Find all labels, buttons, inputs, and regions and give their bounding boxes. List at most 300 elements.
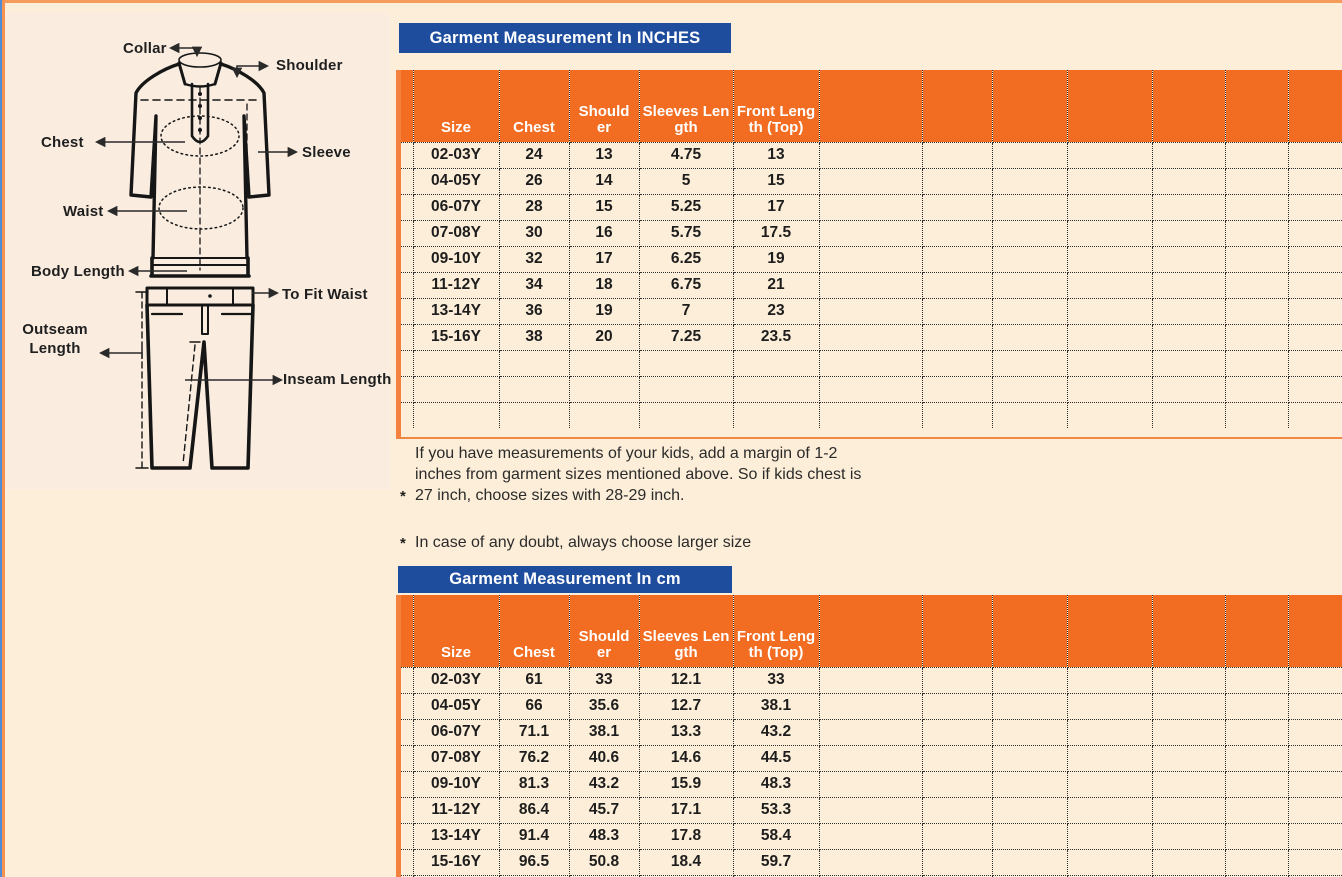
shoulder-label: Shoulder	[276, 57, 343, 74]
data-cell: 02-03Y	[413, 142, 499, 168]
inches-table-container	[396, 70, 1342, 439]
empty-cell	[1152, 350, 1225, 376]
to-fit-waist-label: To Fit Waist	[282, 286, 368, 303]
empty-cell	[1152, 771, 1225, 797]
empty-cell	[1067, 745, 1152, 771]
empty-cell	[922, 719, 992, 745]
header-cell: Shoulder	[569, 70, 639, 142]
data-cell: 32	[499, 246, 569, 272]
empty-cell	[922, 667, 992, 693]
empty-cell	[1152, 194, 1225, 220]
outseam-length-label: Outseam Length	[22, 321, 88, 357]
empty-cell	[1225, 142, 1288, 168]
empty-cell	[819, 272, 922, 298]
empty-header-cell	[992, 70, 1067, 142]
empty-cell	[1288, 246, 1342, 272]
empty-cell	[569, 402, 639, 428]
empty-cell	[639, 376, 733, 402]
empty-header-cell	[1152, 595, 1225, 667]
inches-measurement-table	[401, 70, 1342, 428]
empty-cell	[1288, 376, 1342, 402]
data-cell: 09-10Y	[413, 246, 499, 272]
data-cell: 5.75	[639, 220, 733, 246]
data-cell: 30	[499, 220, 569, 246]
cm-table-container	[396, 595, 1342, 877]
table-row	[401, 246, 1342, 272]
data-cell: 43.2	[569, 771, 639, 797]
data-cell: 13-14Y	[413, 298, 499, 324]
empty-cell	[401, 168, 413, 194]
data-cell: 12.7	[639, 693, 733, 719]
note-size-margin	[398, 443, 870, 506]
empty-cell	[819, 220, 922, 246]
empty-cell	[922, 272, 992, 298]
empty-cell	[401, 298, 413, 324]
empty-cell	[1288, 350, 1342, 376]
inseam-length-label: Inseam Length	[283, 371, 392, 388]
empty-cell	[1152, 797, 1225, 823]
header-cell: Front Length (Top)	[733, 595, 819, 667]
inches-table-title	[399, 23, 731, 53]
table-row	[401, 667, 1342, 693]
empty-cell	[992, 272, 1067, 298]
empty-header-cell	[1225, 70, 1288, 142]
data-cell: 18	[569, 272, 639, 298]
data-cell: 04-05Y	[413, 168, 499, 194]
empty-cell	[819, 719, 922, 745]
empty-cell	[1152, 745, 1225, 771]
data-cell: 53.3	[733, 797, 819, 823]
empty-cell	[992, 142, 1067, 168]
empty-header-cell	[401, 595, 413, 667]
empty-cell	[819, 771, 922, 797]
empty-cell	[401, 667, 413, 693]
data-cell: 16	[569, 220, 639, 246]
header-cell: Chest	[499, 595, 569, 667]
empty-cell	[992, 771, 1067, 797]
empty-cell	[992, 324, 1067, 350]
empty-cell	[1288, 771, 1342, 797]
data-cell: 5.25	[639, 194, 733, 220]
data-cell: 66	[499, 693, 569, 719]
empty-cell	[1225, 823, 1288, 849]
empty-cell	[819, 797, 922, 823]
data-cell: 6.75	[639, 272, 733, 298]
empty-cell	[733, 402, 819, 428]
data-cell: 86.4	[499, 797, 569, 823]
empty-cell	[1067, 194, 1152, 220]
data-cell: 35.6	[569, 693, 639, 719]
empty-cell	[819, 693, 922, 719]
header-cell: Chest	[499, 70, 569, 142]
empty-cell	[1152, 142, 1225, 168]
empty-header-cell	[819, 595, 922, 667]
cm-table-title	[398, 566, 732, 593]
empty-cell	[1067, 272, 1152, 298]
empty-cell	[1225, 220, 1288, 246]
empty-cell	[819, 849, 922, 875]
empty-cell	[1225, 272, 1288, 298]
empty-cell	[819, 376, 922, 402]
data-cell: 09-10Y	[413, 771, 499, 797]
empty-cell	[1225, 667, 1288, 693]
body-length-label: Body Length	[31, 263, 125, 280]
data-cell: 06-07Y	[413, 194, 499, 220]
data-cell: 28	[499, 194, 569, 220]
data-cell: 17.1	[639, 797, 733, 823]
empty-cell	[1225, 719, 1288, 745]
table-row	[401, 194, 1342, 220]
data-cell: 38.1	[569, 719, 639, 745]
data-cell: 07-08Y	[413, 220, 499, 246]
data-cell: 12.1	[639, 667, 733, 693]
data-cell: 6.25	[639, 246, 733, 272]
empty-cell	[499, 376, 569, 402]
empty-cell	[1152, 168, 1225, 194]
empty-cell	[1152, 667, 1225, 693]
empty-cell	[733, 350, 819, 376]
empty-cell	[992, 719, 1067, 745]
empty-cell	[401, 194, 413, 220]
empty-cell	[401, 719, 413, 745]
empty-cell	[1225, 246, 1288, 272]
data-cell: 34	[499, 272, 569, 298]
empty-cell	[992, 797, 1067, 823]
empty-cell	[569, 350, 639, 376]
table-row	[401, 823, 1342, 849]
table-row	[401, 324, 1342, 350]
empty-cell	[401, 272, 413, 298]
empty-header-cell	[401, 70, 413, 142]
empty-cell	[401, 324, 413, 350]
empty-cell	[992, 246, 1067, 272]
empty-cell	[922, 693, 992, 719]
empty-cell	[1152, 220, 1225, 246]
empty-cell	[819, 350, 922, 376]
header-cell: Size	[413, 70, 499, 142]
empty-header-cell	[922, 595, 992, 667]
table-row	[401, 220, 1342, 246]
empty-cell	[499, 402, 569, 428]
empty-cell	[922, 745, 992, 771]
cm-title-text: Garment Measurement In cm	[449, 570, 681, 588]
empty-cell	[922, 823, 992, 849]
empty-cell	[1067, 693, 1152, 719]
table-row	[401, 298, 1342, 324]
data-cell: 59.7	[733, 849, 819, 875]
table-row	[401, 142, 1342, 168]
data-cell: 15.9	[639, 771, 733, 797]
data-cell: 19	[569, 298, 639, 324]
empty-cell	[922, 246, 992, 272]
data-cell: 48.3	[733, 771, 819, 797]
data-cell: 13-14Y	[413, 823, 499, 849]
empty-cell	[1067, 823, 1152, 849]
data-cell: 76.2	[499, 745, 569, 771]
empty-cell	[819, 142, 922, 168]
empty-cell	[1288, 667, 1342, 693]
empty-cell	[992, 667, 1067, 693]
data-cell: 15-16Y	[413, 849, 499, 875]
data-cell: 4.75	[639, 142, 733, 168]
empty-cell	[413, 402, 499, 428]
data-cell: 48.3	[569, 823, 639, 849]
empty-cell	[922, 849, 992, 875]
empty-cell	[1152, 324, 1225, 350]
empty-cell	[1225, 771, 1288, 797]
empty-cell	[1152, 376, 1225, 402]
empty-cell	[922, 220, 992, 246]
empty-cell	[639, 402, 733, 428]
empty-cell	[819, 324, 922, 350]
empty-header-cell	[1152, 70, 1225, 142]
kurta-outline	[131, 53, 269, 276]
data-cell: 13	[569, 142, 639, 168]
empty-cell	[1152, 272, 1225, 298]
empty-cell	[639, 350, 733, 376]
data-cell: 45.7	[569, 797, 639, 823]
data-cell: 07-08Y	[413, 745, 499, 771]
data-cell: 11-12Y	[413, 797, 499, 823]
empty-cell	[1152, 719, 1225, 745]
data-cell: 43.2	[733, 719, 819, 745]
empty-cell	[922, 350, 992, 376]
empty-cell	[1152, 298, 1225, 324]
cm-measurement-table	[401, 595, 1342, 877]
empty-cell	[1067, 797, 1152, 823]
data-cell: 14	[569, 168, 639, 194]
empty-cell	[1288, 745, 1342, 771]
empty-cell	[401, 797, 413, 823]
empty-cell	[992, 745, 1067, 771]
data-cell: 71.1	[499, 719, 569, 745]
empty-cell	[1225, 298, 1288, 324]
note-choose-larger	[398, 532, 870, 553]
data-cell: 26	[499, 168, 569, 194]
empty-cell	[1152, 823, 1225, 849]
data-cell: 38.1	[733, 693, 819, 719]
empty-cell	[922, 298, 992, 324]
empty-cell	[992, 402, 1067, 428]
left-edge-orange-line	[2, 0, 5, 877]
data-cell: 17.8	[639, 823, 733, 849]
empty-header-cell	[992, 595, 1067, 667]
empty-cell	[1288, 142, 1342, 168]
empty-cell	[1152, 402, 1225, 428]
empty-cell	[1152, 246, 1225, 272]
empty-cell	[401, 350, 413, 376]
empty-cell	[1288, 272, 1342, 298]
table-row	[401, 272, 1342, 298]
empty-cell	[1225, 324, 1288, 350]
empty-cell	[992, 823, 1067, 849]
empty-cell	[401, 771, 413, 797]
empty-cell	[1067, 667, 1152, 693]
inches-title-text: Garment Measurement In INCHES	[429, 28, 701, 47]
empty-cell	[1067, 324, 1152, 350]
empty-cell	[1288, 719, 1342, 745]
data-cell: 06-07Y	[413, 719, 499, 745]
data-cell: 02-03Y	[413, 667, 499, 693]
empty-cell	[499, 350, 569, 376]
empty-cell	[819, 823, 922, 849]
chest-label: Chest	[41, 134, 84, 151]
empty-cell	[1067, 142, 1152, 168]
note-text: If you have measurements of your kids, add a margin of 1-2 inches from garment sizes mentioned above. So if kids chest is 27 inch, choose sizes with 28-29 inch.	[415, 445, 862, 504]
header-row	[401, 595, 1342, 667]
data-cell: 23	[733, 298, 819, 324]
empty-cell	[1225, 194, 1288, 220]
empty-header-cell	[1225, 595, 1288, 667]
header-cell: Shoulder	[569, 595, 639, 667]
data-cell: 19	[733, 246, 819, 272]
empty-cell	[1067, 376, 1152, 402]
data-cell: 18.4	[639, 849, 733, 875]
table-row	[401, 849, 1342, 875]
data-cell: 17.5	[733, 220, 819, 246]
data-cell: 13	[733, 142, 819, 168]
data-cell: 33	[569, 667, 639, 693]
table-row	[401, 745, 1342, 771]
empty-cell	[1152, 849, 1225, 875]
empty-cell	[1225, 849, 1288, 875]
empty-cell	[1288, 797, 1342, 823]
data-cell: 14.6	[639, 745, 733, 771]
empty-cell	[992, 350, 1067, 376]
data-cell: 44.5	[733, 745, 819, 771]
empty-cell	[992, 298, 1067, 324]
data-cell: 58.4	[733, 823, 819, 849]
data-cell: 40.6	[569, 745, 639, 771]
empty-cell	[819, 298, 922, 324]
empty-cell	[1288, 324, 1342, 350]
empty-cell	[922, 376, 992, 402]
table-row	[401, 771, 1342, 797]
empty-cell	[1067, 771, 1152, 797]
garment-outline-drawing	[5, 12, 390, 490]
asterisk-marker: *	[400, 535, 406, 552]
data-cell: 96.5	[499, 849, 569, 875]
empty-cell	[401, 823, 413, 849]
header-row	[401, 70, 1342, 142]
data-cell: 11-12Y	[413, 272, 499, 298]
empty-cell	[922, 168, 992, 194]
data-cell: 36	[499, 298, 569, 324]
empty-cell	[733, 376, 819, 402]
header-cell: Sleeves Length	[639, 595, 733, 667]
empty-cell	[1288, 298, 1342, 324]
empty-cell	[1288, 168, 1342, 194]
empty-cell	[1067, 350, 1152, 376]
empty-cell	[1288, 693, 1342, 719]
empty-cell	[922, 797, 992, 823]
empty-cell	[1067, 246, 1152, 272]
empty-cell	[992, 220, 1067, 246]
empty-cell	[1225, 376, 1288, 402]
empty-cell	[1067, 220, 1152, 246]
empty-cell	[819, 402, 922, 428]
header-cell: Sleeves Length	[639, 70, 733, 142]
data-cell: 5	[639, 168, 733, 194]
sleeve-label: Sleeve	[302, 144, 351, 161]
data-cell: 04-05Y	[413, 693, 499, 719]
data-cell: 20	[569, 324, 639, 350]
empty-cell	[1288, 402, 1342, 428]
header-cell: Front Length (Top)	[733, 70, 819, 142]
empty-cell	[922, 142, 992, 168]
empty-cell	[1067, 719, 1152, 745]
empty-cell	[922, 402, 992, 428]
empty-cell	[401, 693, 413, 719]
empty-cell	[819, 194, 922, 220]
empty-header-cell	[922, 70, 992, 142]
data-cell: 7	[639, 298, 733, 324]
empty-header-cell	[819, 70, 922, 142]
empty-cell	[1067, 298, 1152, 324]
empty-cell	[401, 745, 413, 771]
pajama-outline	[136, 288, 253, 468]
data-cell: 23.5	[733, 324, 819, 350]
note-text: In case of any doubt, always choose larger size	[415, 534, 752, 551]
empty-cell	[992, 168, 1067, 194]
empty-cell	[1288, 220, 1342, 246]
table-row	[401, 719, 1342, 745]
empty-cell	[819, 246, 922, 272]
header-cell: Size	[413, 595, 499, 667]
data-cell: 15	[733, 168, 819, 194]
data-cell: 81.3	[499, 771, 569, 797]
empty-cell	[401, 142, 413, 168]
empty-cell	[922, 194, 992, 220]
empty-cell	[819, 745, 922, 771]
data-cell: 15-16Y	[413, 324, 499, 350]
empty-cell	[1067, 168, 1152, 194]
empty-cell	[992, 194, 1067, 220]
empty-header-cell	[1067, 70, 1152, 142]
table-row	[401, 797, 1342, 823]
empty-cell	[1225, 350, 1288, 376]
waist-label: Waist	[63, 203, 104, 220]
empty-cell	[922, 771, 992, 797]
empty-cell	[992, 849, 1067, 875]
empty-cell	[819, 168, 922, 194]
empty-cell	[1225, 745, 1288, 771]
data-cell: 61	[499, 667, 569, 693]
collar-label: Collar	[123, 40, 167, 57]
empty-cell	[401, 849, 413, 875]
top-border-line	[0, 0, 1342, 3]
empty-cell	[992, 693, 1067, 719]
empty-cell	[1067, 402, 1152, 428]
empty-cell	[1067, 849, 1152, 875]
empty-cell	[922, 324, 992, 350]
data-cell: 38	[499, 324, 569, 350]
measurement-arrows	[97, 48, 296, 380]
table-row	[401, 350, 1342, 376]
empty-cell	[401, 220, 413, 246]
table-row	[401, 402, 1342, 428]
data-cell: 17	[733, 194, 819, 220]
table-row	[401, 376, 1342, 402]
empty-cell	[1225, 402, 1288, 428]
empty-cell	[1225, 693, 1288, 719]
empty-cell	[401, 246, 413, 272]
empty-cell	[1288, 823, 1342, 849]
empty-cell	[1225, 797, 1288, 823]
data-cell: 33	[733, 667, 819, 693]
data-cell: 7.25	[639, 324, 733, 350]
table-row	[401, 168, 1342, 194]
